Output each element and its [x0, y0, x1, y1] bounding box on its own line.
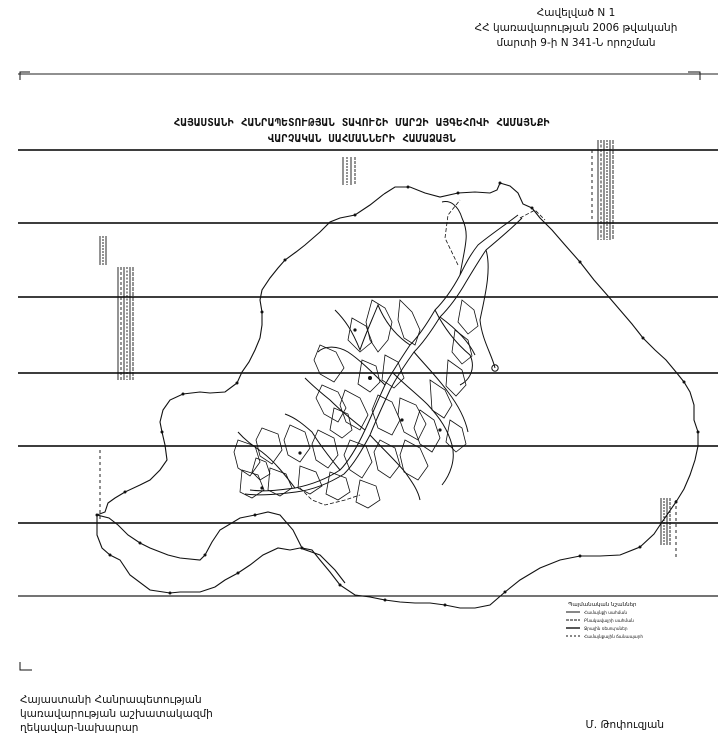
boundary-north-west: [97, 194, 384, 515]
signatory-line3: ղեկավար-նախարար: [20, 722, 139, 734]
community-roads: [300, 200, 545, 505]
coord-column-b: [100, 236, 106, 265]
decision-line: ՀՀ կառավարության 2006 թվականի: [474, 22, 678, 34]
signatory-name: Մ. Թոփուզյան: [585, 719, 664, 731]
signatory-line1: Հայաստանի Հանրապետության: [20, 694, 202, 706]
legend-item-water: [566, 626, 628, 631]
annex-label: Հավելված N 1: [536, 7, 616, 19]
map-title-line1: ՀԱՅԱՍՏԱՆԻ ՀԱՆՐԱՊԵՏՈՒԹՅԱՆ ՏԱՎՈՒՇԻ ՄԱՐԶԻ ԱՅԳԵՀՈՎԻ ՀԱՄԱՅՆՔԻ: [173, 117, 551, 129]
legend-label-community-boundary: Համայնքի սահման: [584, 610, 628, 615]
legend-label-water: Ջրային ռեսուրսներ: [584, 626, 628, 631]
legend-item-settlement-boundary: [566, 618, 634, 623]
map-legend: [566, 602, 643, 639]
community-boundary: [97, 183, 698, 608]
legend-label-road: Համայնքային ճանապարհ: [584, 634, 644, 639]
coord-column-c: [343, 157, 355, 185]
settlement-river-network: [238, 202, 522, 500]
map-title-line2: ՎԱՐՉԱԿԱՆ ՍԱՀՄԱՆՆԵՐԻ ՀԱՄԱՁԱՅՆ: [267, 133, 457, 145]
legend-label-settlement-boundary: Բնակավայրի սահման: [584, 618, 634, 623]
legend-item-road: [566, 634, 643, 639]
coord-column-a: [118, 267, 133, 380]
decision-date-line: մարտի 9-ի N 341-Ն որոշման: [496, 37, 656, 49]
grid-vertical-ticks: [100, 150, 676, 560]
legend-item-community-boundary: [566, 610, 627, 615]
signatory-line2: կառավարության աշխատակազմի: [20, 708, 213, 720]
signatory-position: [20, 693, 213, 735]
legend-title: Պայմանական նշաններ: [568, 602, 637, 608]
coordinate-label-columns: [100, 140, 670, 545]
boundary-west-arm: [300, 548, 345, 583]
coord-column-d: [598, 140, 613, 240]
